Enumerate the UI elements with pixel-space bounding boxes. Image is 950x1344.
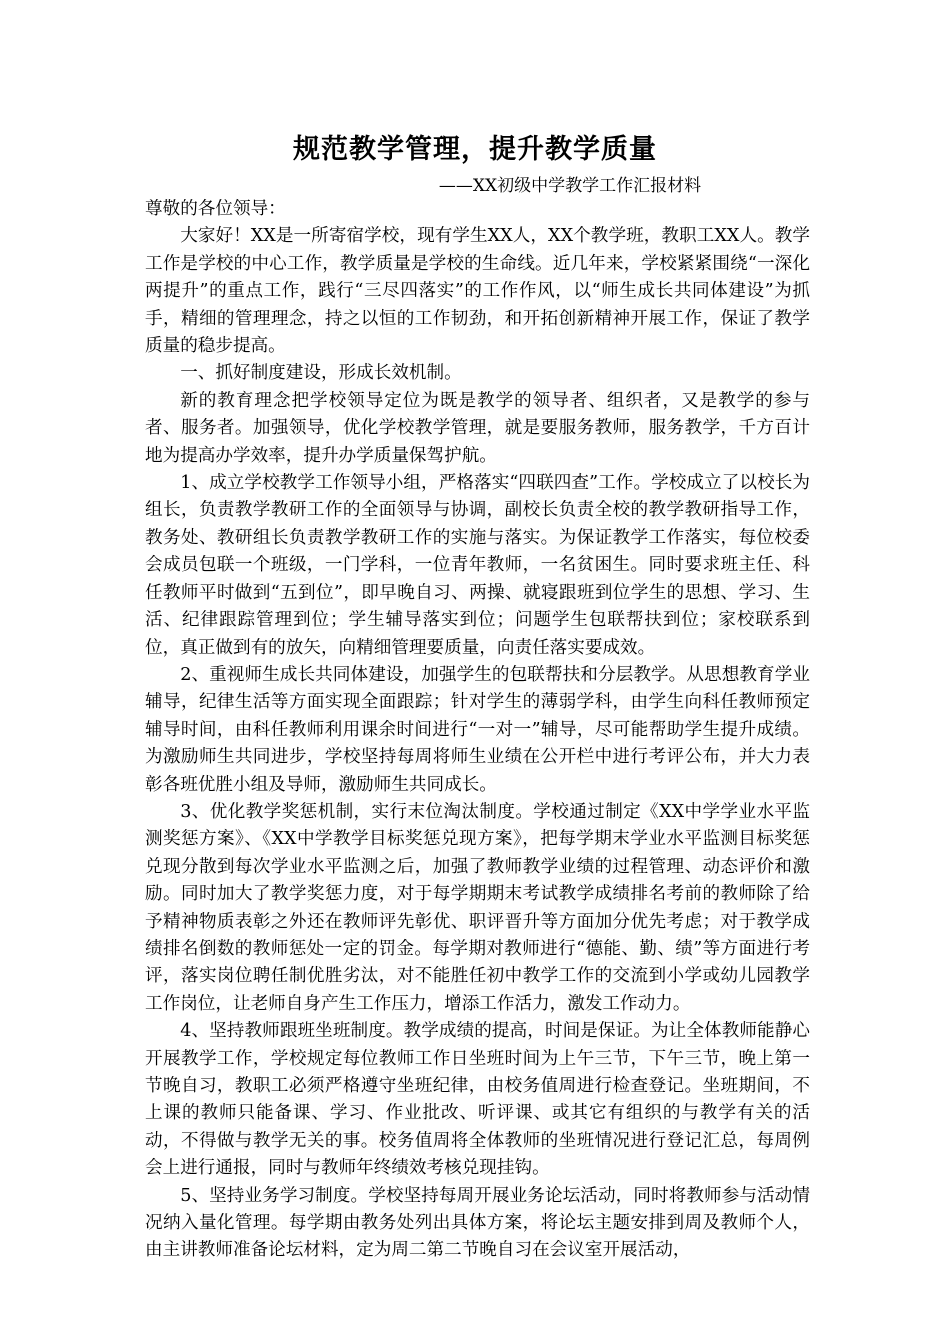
paragraph-item-5: 5、坚持业务学习制度。学校坚持每周开展业务论坛活动，同时将教师参与活动情况纳入量化管理。每学期由教务处列出具体方案，将论坛主题安排到周及教师个人，由主讲教师准备论坛材料，定为周二第二节晚自习在会议室开展活动， — [145, 1185, 810, 1261]
paragraph-item-4: 4、坚持教师跟班坐班制度。教学成绩的提高，时间是保证。为让全体教师能静心开展教学工作，学校规定每位教师工作日坐班时间为上午三节，下午三节，晚上第一节晚自习，教职工必须严格遵守坐班纪律，由校务值周进行检查登记。坐班期间，不上课的教师只能备课、学习、作业批改、听评课、或其它有组织的与教学有关的活动，不得做与教学无关的事。校务值周将全体教师的坐班情况进行登记汇总，每周例会上进行通报，同时与教师年终绩效考核兑现挂钩。 — [145, 1021, 810, 1179]
document-body — [145, 196, 810, 1265]
paragraph-intro: 大家好！XX是一所寄宿学校，现有学生XX人，XX个教学班，教职工XX人。教学工作是学校的中心工作，教学质量是学校的生命线。近几年来，学校紧紧围绕“一深化两提升”的重点工作，践行“三尽四落实”的工作作风，以“师生成长共同体建设”为抓手，精细的管理理念，持之以恒的工作韧劲，和开拓创新精神开展工作，保证了教学质量的稳步提高。 — [145, 226, 810, 357]
paragraph-item-1: 1、成立学校教学工作领导小组，严格落实“四联四查”工作。学校成立了以校长为组长，负责教学教研工作的全面领导与协调，副校长负责全校的教学教研指导工作，教务处、教研组长负责教学教研工作的实施与落实。为保证教学工作落实，每位校委会成员包联一个班级，一门学科，一位青年教师，一名贫困生。同时要求班主任、科任教师平时做到“五到位”，即早晚自习、两操、就寝跟班到位学生的思想、学习、生活、纪律跟踪管理到位；学生辅导落实到位；问题学生包联帮扶到位；家校联系到位，真正做到有的放矢，向精细管理要质量，向责任落实要成效。 — [145, 473, 810, 658]
paragraph-section-1-intro: 新的教育理念把学校领导定位为既是教学的领导者、组织者，又是教学的参与者、服务者。加强领导，优化学校教学管理，就是要服务教师，服务教学，千方百计地为提高办学效率，提升办学质量保驾护航。 — [145, 390, 810, 466]
section-heading-1: 一、抓好制度建设，形成长效机制。 — [180, 363, 462, 384]
paragraph-item-2: 2、重视师生成长共同体建设，加强学生的包联帮扶和分层教学。从思想教育学业辅导，纪律生活等方面实现全面跟踪；针对学生的薄弱学科，由学生向科任教师预定辅导时间，由科任教师利用课余时间进行“一对一”辅导，尽可能帮助学生提升成绩。为激励师生共同进步，学校坚持每周将师生业绩在公开栏中进行考评公布，并大力表彰各班优胜小组及导师，激励师生共同成长。 — [145, 664, 810, 795]
document-title: 规范教学管理，提升教学质量 — [293, 134, 657, 165]
paragraph-item-3: 3、优化教学奖惩机制，实行末位淘汰制度。学校通过制定《XX中学学业水平监测奖惩方案》、《XX中学教学目标奖惩兑现方案》，把每学期末学业水平监测目标奖惩兑现分散到每次学业水平监测之后，加强了教师教学业绩的过程管理、动态评价和激励。同时加大了教学奖惩力度，对于每学期期末考试教学成绩排名考前的教师除了给予精神物质表彰之外还在教师评先彰优、职评晋升等方面加分优先考虑；对于教学成绩排名倒数的教师惩处一定的罚金。每学期对教师进行“德能、勤、绩”等方面进行考评，落实岗位聘任制优胜劣汰，对不能胜任初中教学工作的交流到小学或幼儿园教学工作岗位，让老师自身产生工作压力，增添工作活力，激发工作动力。 — [145, 801, 810, 1014]
salutation: 尊敬的各位领导： — [145, 199, 286, 219]
document-subtitle: ——XX初级中学教学工作汇报材料 — [438, 176, 702, 196]
